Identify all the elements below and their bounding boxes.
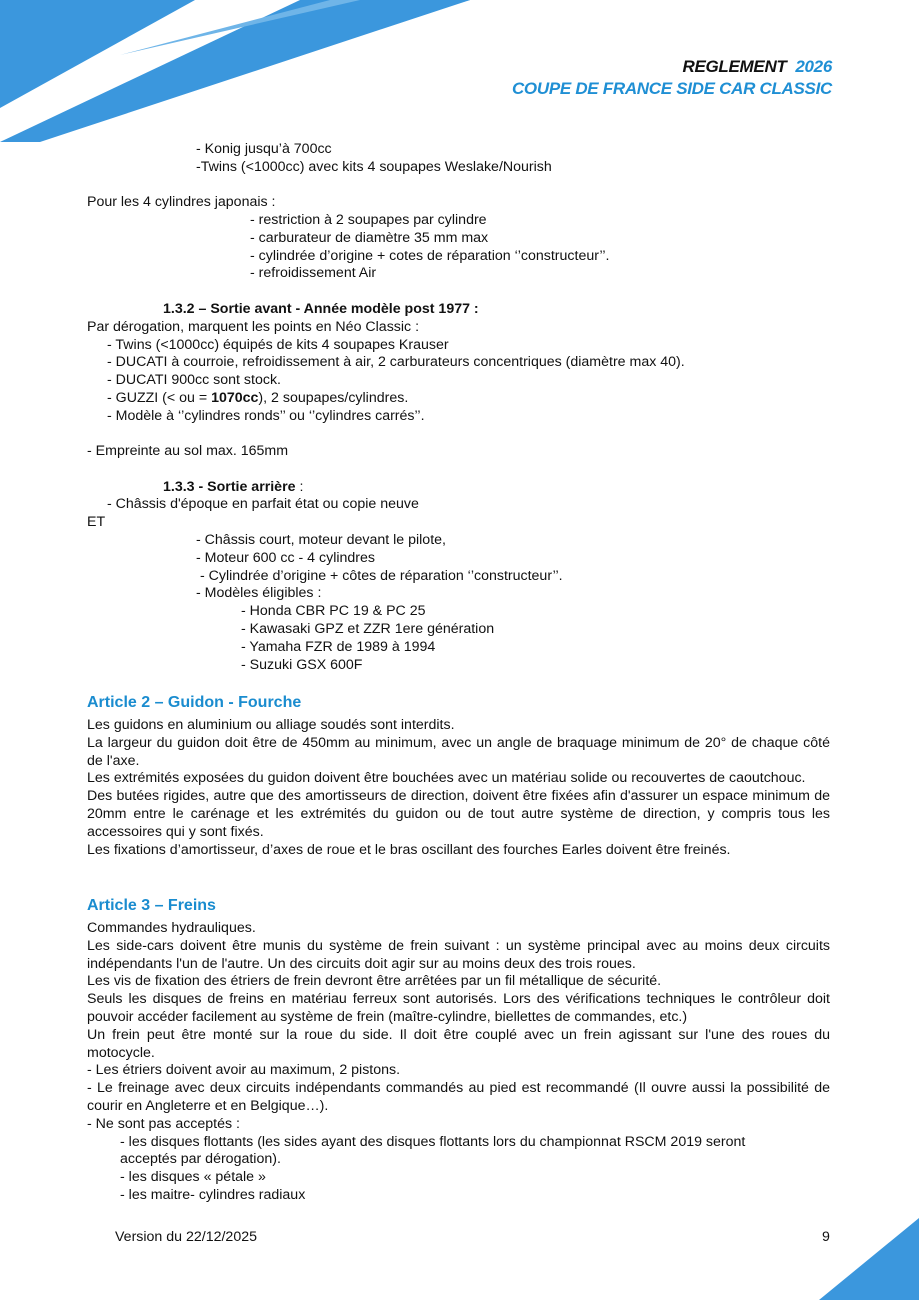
guzzi-bold: 1070cc [211,390,259,406]
paragraph: Les side-cars doivent être munis du système de frein suivant : un système principal avec au moins deux circuits indépendants l'un de l'autre. Un des circuits doit agir sur au moins deux des trois roues. [87,937,830,972]
et-line: ET [87,514,106,530]
article-2-body [87,717,830,859]
heading-bold: 1.3.3 - Sortie arrière [163,479,296,495]
list-item: - les disques flottants (les sides ayant des disques flottants lors du championnat RSCM 2019 seront acceptés par dérogation). [120,1133,746,1168]
guzzi-pre: - GUZZI (< ou = [107,390,212,406]
header-stripes-decoration [0,0,480,150]
list-item: - Châssis court, moteur devant le pilote, [196,532,446,548]
paragraph: Commandes hydrauliques. [87,920,256,936]
section-heading-1-3-3 [163,479,303,497]
list-item: - DUCATI à courroie, refroidissement à air, 2 carburateurs concentriques (diamètre max 40). [107,354,685,370]
paragraph: Les vis de fixation des étriers de frein devront être arrêtées par un fil métallique de sécurité. [87,973,662,990]
list-item: - Cylindrée d’origine + côtes de réparation ‘’constructeur’’. [196,568,563,584]
list-item: - carburateur de diamètre 35 mm max [250,230,489,246]
paragraph: Seuls les disques de freins en matériau ferreux sont autorisés. Lors des vérifications techniques le contrôleur doit pouvoir accéder facilement au système de frein (maître-cylindre, biellettes de commandes, etc.) [87,991,830,1025]
list-item: - Modèle à ‘’cylindres ronds’’ ou ‘’cylindres carrés’’. [107,408,425,424]
article-2-title: Article 2 – Guidon - Fourche [87,694,302,711]
list-item: - refroidissement Air [250,265,377,281]
list-item: - DUCATI 900cc sont stock. [107,372,281,388]
paragraph: - Le freinage avec deux circuits indépendants commandés au pied est recommandé (Il ouvre aussi la possibilité de courir en Angleterre et en Belgique…). [87,1080,830,1114]
list-item: - restriction à 2 soupapes par cylindre [250,212,487,228]
heading-rest: : [295,479,304,495]
list-item: -Twins (<1000cc) avec kits 4 soupapes Weslake/Nourish [196,159,552,175]
footer-corner-decoration [819,1218,919,1300]
header-year: 2026 [795,57,832,76]
page-number: 9 [822,1229,830,1245]
article-3-title: Article 3 – Freins [87,897,216,914]
list-item-guzzi [107,390,408,408]
paragraph: - Les étriers doivent avoir au maximum, 2 pistons. [87,1062,401,1079]
list-item: - les maitre- cylindres radiaux [120,1186,306,1203]
section-intro: Par dérogation, marquent les points en Néo Classic : [87,319,420,335]
header-reglement: REGLEMENT [682,57,787,76]
list-item: - les disques « pétale » [120,1169,266,1186]
japanese-intro: Pour les 4 cylindres japonais : [87,194,276,210]
footer-version: Version du 22/12/2025 [115,1229,257,1245]
paragraph: Les extrémités exposées du guidon doivent être bouchées avec un matériau solide ou recouvertes de caoutchouc. [87,770,806,787]
guzzi-post: ), 2 soupapes/cylindres. [258,390,409,406]
list-item: - Twins (<1000cc) équipés de kits 4 soupapes Krauser [107,337,449,353]
model-item: - Yamaha FZR de 1989 à 1994 [241,639,436,655]
header-subtitle: COUPE DE FRANCE SIDE CAR CLASSIC [511,79,832,98]
not-accepted-list [87,1134,800,1205]
section-heading-1-3-2: 1.3.2 – Sortie avant - Année modèle post 1977 : [163,301,479,317]
model-item: - Honda CBR PC 19 & PC 25 [241,603,426,619]
paragraph: La largeur du guidon doit être de 450mm au minimum, avec un angle de braquage minimum de 20° de chaque côté de l'axe. [87,734,830,769]
chassis-line: - Châssis d'époque en parfait état ou copie neuve [107,496,419,512]
model-item: - Kawasaki GPZ et ZZR 1ere génération [241,621,495,637]
paragraph: Les fixations d’amortisseur, d’axes de roue et le bras oscillant des fourches Earles doivent être freinés. [87,841,731,858]
list-item: - cylindrée d’origine + cotes de réparation ‘’constructeur’’. [250,248,610,264]
list-item: - Konig jusqu’à 700cc [196,141,332,157]
header-title [682,58,832,76]
paragraph: Des butées rigides, autre que des amortisseurs de direction, doivent être fixées afin d'assurer un espace minimum de 20mm entre le carénage et les extrémités du guidon ou de tout autre système de direction, y compris tous les accessoires qui y sont fixés. [87,788,830,840]
empreinte-line: - Empreinte au sol max. 165mm [87,443,289,459]
list-item: - Moteur 600 cc - 4 cylindres [196,550,375,566]
article-3-body [87,920,830,1205]
paragraph: Les guidons en aluminium ou alliage soudés sont interdits. [87,717,455,733]
list-item: - Modèles éligibles : [196,585,322,601]
paragraph: - Ne sont pas acceptés : [87,1115,240,1132]
model-item: - Suzuki GSX 600F [241,657,363,673]
paragraph: Un frein peut être monté sur la roue du side. Il doit être couplé avec un frein agissant sur l'une des roues du motocycle. [87,1026,830,1061]
